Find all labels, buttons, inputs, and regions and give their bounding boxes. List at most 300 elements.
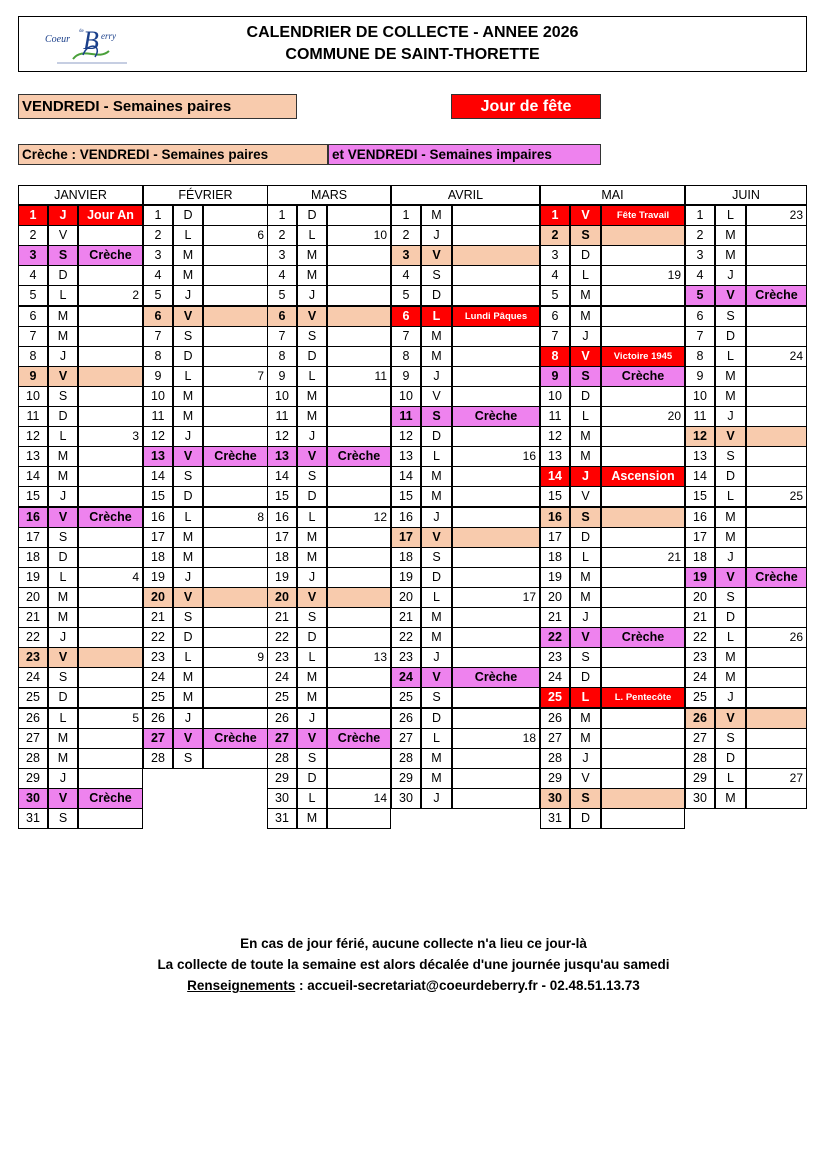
day-note	[78, 265, 143, 286]
day-label: Crèche	[474, 409, 518, 423]
day-number: 14	[540, 466, 570, 487]
day-note	[203, 708, 268, 729]
weekday-letter: D	[173, 627, 203, 648]
day-number: 12	[540, 426, 570, 447]
day-number: 10	[685, 386, 715, 407]
day-number: 7	[391, 326, 421, 347]
weekday-letter: J	[173, 567, 203, 588]
day-number: 2	[540, 225, 570, 246]
day-note	[601, 527, 685, 548]
day-number: 4	[267, 265, 297, 286]
day-number: 3	[18, 245, 48, 266]
weekday-letter: D	[715, 466, 746, 487]
weekday-letter: J	[48, 205, 78, 226]
day-number: 10	[267, 386, 297, 407]
day-note	[746, 547, 807, 568]
weekday-letter: D	[421, 285, 452, 306]
weekday-letter: V	[297, 306, 327, 327]
day-number: 28	[267, 748, 297, 769]
day-note	[327, 225, 391, 246]
day-note	[452, 507, 540, 528]
day-number: 2	[267, 225, 297, 246]
weekday-letter: L	[48, 708, 78, 729]
day-note	[78, 406, 143, 427]
weekday-letter: S	[715, 306, 746, 327]
day-number: 26	[143, 708, 173, 729]
day-number: 6	[267, 306, 297, 327]
day-note	[452, 426, 540, 447]
day-number: 24	[685, 667, 715, 688]
weekday-letter: D	[48, 265, 78, 286]
day-note	[203, 426, 268, 447]
weekday-letter: S	[421, 687, 452, 708]
day-label: Crèche	[89, 509, 132, 524]
weekday-letter: M	[715, 245, 746, 266]
weekday-letter: L	[421, 587, 452, 608]
weekday-letter: V	[421, 386, 452, 407]
day-number: 24	[391, 667, 421, 688]
weekday-letter: V	[297, 587, 327, 608]
weekday-letter: J	[570, 607, 601, 628]
weekday-letter: D	[297, 768, 327, 789]
weekday-letter: M	[570, 446, 601, 467]
day-number: 6	[143, 306, 173, 327]
day-number: 26	[540, 708, 570, 729]
weekday-letter: J	[715, 265, 746, 286]
weekday-letter: J	[48, 627, 78, 648]
week-number: 2	[132, 288, 139, 303]
day-number: 27	[143, 728, 173, 749]
day-note	[327, 507, 391, 528]
weekday-letter: M	[715, 507, 746, 528]
weekday-letter: L	[173, 507, 203, 528]
day-number: 1	[391, 205, 421, 226]
day-number: 14	[391, 466, 421, 487]
weekday-letter: S	[570, 225, 601, 246]
day-number: 20	[540, 587, 570, 608]
day-note	[203, 647, 268, 668]
day-number: 22	[143, 627, 173, 648]
week-number: 23	[789, 208, 803, 222]
weekday-letter: M	[421, 748, 452, 769]
day-note	[203, 587, 268, 608]
week-number: 26	[789, 630, 803, 645]
day-number: 15	[685, 486, 715, 507]
weekday-letter: L	[48, 567, 78, 588]
weekday-letter: D	[297, 346, 327, 367]
day-note	[203, 326, 268, 347]
day-note	[746, 667, 807, 688]
day-number: 5	[540, 285, 570, 306]
weekday-letter: L	[48, 285, 78, 306]
day-note	[746, 788, 807, 809]
day-note	[452, 245, 540, 266]
weekday-letter: L	[570, 265, 601, 286]
weekday-letter: L	[173, 647, 203, 668]
day-number: 16	[391, 507, 421, 528]
day-number: 7	[540, 326, 570, 347]
day-note	[327, 265, 391, 286]
day-number: 17	[685, 527, 715, 548]
weekday-letter: J	[173, 285, 203, 306]
weekday-letter: D	[48, 406, 78, 427]
day-note	[601, 366, 685, 387]
day-note	[746, 466, 807, 487]
weekday-letter: M	[297, 245, 327, 266]
weekday-letter: V	[48, 507, 78, 528]
day-label: Jour An	[87, 208, 134, 222]
weekday-letter: V	[421, 245, 452, 266]
day-number: 8	[267, 346, 297, 367]
month-header: JANVIER	[18, 185, 143, 205]
day-note	[78, 306, 143, 327]
day-number: 1	[685, 205, 715, 226]
week-number: 18	[522, 730, 536, 745]
weekday-letter: D	[715, 607, 746, 628]
day-note	[746, 306, 807, 327]
weekday-letter: J	[421, 788, 452, 809]
day-number: 4	[540, 265, 570, 286]
day-note	[78, 386, 143, 407]
weekday-letter: L	[570, 687, 601, 708]
day-note	[746, 687, 807, 708]
day-number: 21	[540, 607, 570, 628]
weekday-letter: D	[297, 627, 327, 648]
day-label: Crèche	[337, 730, 381, 745]
weekday-letter: L	[715, 205, 746, 226]
weekday-letter: J	[297, 708, 327, 729]
day-number: 22	[685, 627, 715, 648]
contact-text: : accueil-secretariat@coeurdeberry.fr - 02.48.51.13.73	[295, 978, 640, 993]
day-note	[78, 466, 143, 487]
day-note	[78, 426, 143, 447]
day-note	[327, 527, 391, 548]
day-note	[601, 285, 685, 306]
day-number: 7	[685, 326, 715, 347]
day-note	[327, 446, 391, 467]
day-note	[203, 225, 268, 246]
day-note	[452, 708, 540, 729]
header-box	[18, 16, 807, 72]
day-note	[78, 507, 143, 528]
week-number: 17	[522, 589, 536, 604]
day-note	[601, 607, 685, 628]
day-note	[327, 346, 391, 367]
weekday-letter: J	[570, 748, 601, 769]
day-number: 13	[143, 446, 173, 467]
weekday-letter: M	[421, 466, 452, 487]
day-note	[601, 708, 685, 729]
day-number: 4	[143, 265, 173, 286]
weekday-letter: L	[48, 426, 78, 447]
day-note	[746, 708, 807, 729]
day-note	[746, 748, 807, 769]
weekday-letter: D	[421, 567, 452, 588]
day-number: 2	[143, 225, 173, 246]
day-number: 20	[18, 587, 48, 608]
day-number: 17	[540, 527, 570, 548]
weekday-letter: S	[570, 788, 601, 809]
day-note	[452, 627, 540, 648]
weekday-letter: L	[421, 446, 452, 467]
month-header: AVRIL	[391, 185, 540, 205]
day-number: 18	[18, 547, 48, 568]
day-note	[601, 346, 685, 367]
day-note	[601, 466, 685, 487]
day-number: 29	[267, 768, 297, 789]
day-number: 3	[391, 245, 421, 266]
day-number: 10	[540, 386, 570, 407]
day-note	[601, 306, 685, 327]
week-number: 20	[667, 409, 681, 423]
day-note	[327, 788, 391, 809]
day-note	[601, 667, 685, 688]
day-label: Lundi Pâques	[464, 310, 528, 322]
weekday-letter: V	[173, 446, 203, 467]
day-number: 9	[540, 366, 570, 387]
day-note	[601, 768, 685, 789]
day-number: 11	[18, 406, 48, 427]
weekday-letter: V	[570, 486, 601, 507]
legend-even-weeks: VENDREDI - Semaines paires	[18, 94, 297, 119]
day-note	[203, 507, 268, 528]
day-note	[327, 708, 391, 729]
weekday-letter: L	[715, 346, 746, 367]
day-note	[327, 366, 391, 387]
day-note	[203, 728, 268, 749]
day-note	[452, 486, 540, 507]
title-line-2: COMMUNE DE SAINT-THORETTE	[285, 46, 540, 63]
day-note	[746, 647, 807, 668]
day-note	[203, 527, 268, 548]
day-note	[203, 607, 268, 628]
day-number: 30	[685, 788, 715, 809]
weekday-letter: D	[570, 245, 601, 266]
day-label: Crèche	[621, 630, 665, 645]
day-number: 9	[18, 366, 48, 387]
day-note	[452, 265, 540, 286]
day-note	[327, 547, 391, 568]
weekday-letter: J	[297, 285, 327, 306]
day-number: 4	[18, 265, 48, 286]
day-number: 25	[267, 687, 297, 708]
weekday-letter: M	[48, 607, 78, 628]
weekday-letter: M	[570, 426, 601, 447]
day-note	[746, 265, 807, 286]
weekday-letter: M	[48, 728, 78, 749]
day-number: 23	[391, 647, 421, 668]
month-header: JUIN	[685, 185, 807, 205]
day-note	[203, 285, 268, 306]
day-number: 16	[267, 507, 297, 528]
weekday-letter: S	[715, 587, 746, 608]
day-number: 4	[391, 265, 421, 286]
day-note	[203, 265, 268, 286]
day-number: 2	[685, 225, 715, 246]
day-note	[452, 446, 540, 467]
weekday-letter: D	[297, 205, 327, 226]
day-number: 8	[391, 346, 421, 367]
weekday-letter: S	[715, 446, 746, 467]
weekday-letter: S	[48, 808, 78, 829]
day-number: 16	[143, 507, 173, 528]
day-label: Crèche	[89, 248, 132, 263]
day-note	[746, 386, 807, 407]
day-number: 1	[18, 205, 48, 226]
week-number: 9	[257, 650, 264, 665]
day-note	[601, 687, 685, 708]
weekday-letter: S	[173, 466, 203, 487]
weekday-letter: L	[715, 768, 746, 789]
day-note	[327, 567, 391, 588]
day-note	[78, 687, 143, 708]
weekday-letter: J	[570, 466, 601, 487]
footer-line-2: La collecte de toute la semaine est alors décalée d'une journée jusqu'au samedi	[157, 957, 670, 972]
day-label: Fête Travail	[616, 210, 670, 221]
day-note	[452, 748, 540, 769]
day-number: 24	[143, 667, 173, 688]
day-note	[327, 406, 391, 427]
day-note	[327, 426, 391, 447]
month-header: MAI	[540, 185, 685, 205]
day-note	[327, 587, 391, 608]
day-number: 28	[685, 748, 715, 769]
day-note	[601, 406, 685, 427]
weekday-letter: S	[173, 607, 203, 628]
weekday-letter: M	[715, 386, 746, 407]
day-number: 13	[267, 446, 297, 467]
weekday-letter: L	[715, 627, 746, 648]
day-number: 8	[540, 346, 570, 367]
day-note	[78, 285, 143, 306]
day-note	[327, 285, 391, 306]
day-note	[78, 708, 143, 729]
day-number: 21	[267, 607, 297, 628]
weekday-letter: J	[421, 647, 452, 668]
day-number: 8	[18, 346, 48, 367]
day-note	[203, 245, 268, 266]
weekday-letter: S	[421, 265, 452, 286]
day-number: 19	[540, 567, 570, 588]
weekday-letter: M	[48, 326, 78, 347]
day-note	[78, 225, 143, 246]
contact-label: Renseignements	[187, 978, 296, 993]
weekday-letter: J	[48, 346, 78, 367]
legend-creche-odd: et VENDREDI - Semaines impaires	[328, 144, 601, 165]
day-number: 11	[685, 406, 715, 427]
day-note	[78, 346, 143, 367]
day-note	[203, 687, 268, 708]
day-number: 25	[685, 687, 715, 708]
weekday-letter: D	[570, 527, 601, 548]
day-number: 12	[18, 426, 48, 447]
weekday-letter: S	[48, 386, 78, 407]
day-number: 24	[267, 667, 297, 688]
weekday-letter: D	[715, 748, 746, 769]
day-number: 27	[391, 728, 421, 749]
weekday-letter: D	[297, 486, 327, 507]
weekday-letter: M	[570, 285, 601, 306]
day-note	[601, 426, 685, 447]
weekday-letter: D	[570, 808, 601, 829]
weekday-letter: M	[297, 265, 327, 286]
day-note	[327, 647, 391, 668]
day-note	[746, 527, 807, 548]
weekday-letter: J	[715, 687, 746, 708]
day-note	[327, 808, 391, 829]
weekday-letter: M	[297, 667, 327, 688]
day-number: 13	[685, 446, 715, 467]
day-number: 5	[267, 285, 297, 306]
weekday-letter: D	[570, 667, 601, 688]
day-note	[452, 527, 540, 548]
weekday-letter: V	[570, 205, 601, 226]
day-label: Victoire 1945	[613, 350, 673, 362]
day-number: 8	[685, 346, 715, 367]
day-note	[203, 306, 268, 327]
weekday-letter: D	[421, 426, 452, 447]
day-number: 29	[18, 768, 48, 789]
day-note	[746, 607, 807, 628]
day-number: 4	[685, 265, 715, 286]
day-number: 14	[18, 466, 48, 487]
week-number: 10	[373, 228, 387, 243]
weekday-letter: V	[715, 567, 746, 588]
month-header: FÉVRIER	[143, 185, 268, 205]
day-number: 31	[267, 808, 297, 829]
weekday-letter: M	[570, 708, 601, 729]
day-note	[601, 808, 685, 829]
day-number: 9	[267, 366, 297, 387]
day-note	[203, 567, 268, 588]
weekday-letter: S	[297, 748, 327, 769]
day-number: 14	[143, 466, 173, 487]
week-number: 11	[374, 368, 387, 383]
week-number: 5	[132, 710, 139, 725]
weekday-letter: M	[48, 446, 78, 467]
svg-text:de: de	[79, 29, 84, 34]
day-label: Ascension	[611, 469, 675, 484]
day-number: 12	[267, 426, 297, 447]
weekday-letter: S	[570, 647, 601, 668]
day-note	[327, 466, 391, 487]
day-note	[78, 728, 143, 749]
day-note	[452, 326, 540, 347]
day-number: 25	[18, 687, 48, 708]
day-note	[327, 306, 391, 327]
weekday-letter: M	[297, 687, 327, 708]
weekday-letter: M	[173, 406, 203, 427]
day-note	[203, 627, 268, 648]
weekday-letter: M	[421, 346, 452, 367]
title-line-1: CALENDRIER DE COLLECTE - ANNEE 2026	[246, 24, 579, 41]
weekday-letter: V	[715, 708, 746, 729]
weekday-letter: M	[715, 667, 746, 688]
week-number: 12	[373, 509, 387, 524]
day-number: 24	[540, 667, 570, 688]
day-note	[452, 225, 540, 246]
day-note	[78, 547, 143, 568]
day-note	[78, 205, 143, 226]
day-number: 23	[540, 647, 570, 668]
weekday-letter: V	[48, 225, 78, 246]
day-number: 1	[267, 205, 297, 226]
day-number: 27	[540, 728, 570, 749]
day-number: 1	[540, 205, 570, 226]
week-number: 7	[257, 368, 264, 383]
weekday-letter: M	[715, 225, 746, 246]
day-note	[746, 587, 807, 608]
